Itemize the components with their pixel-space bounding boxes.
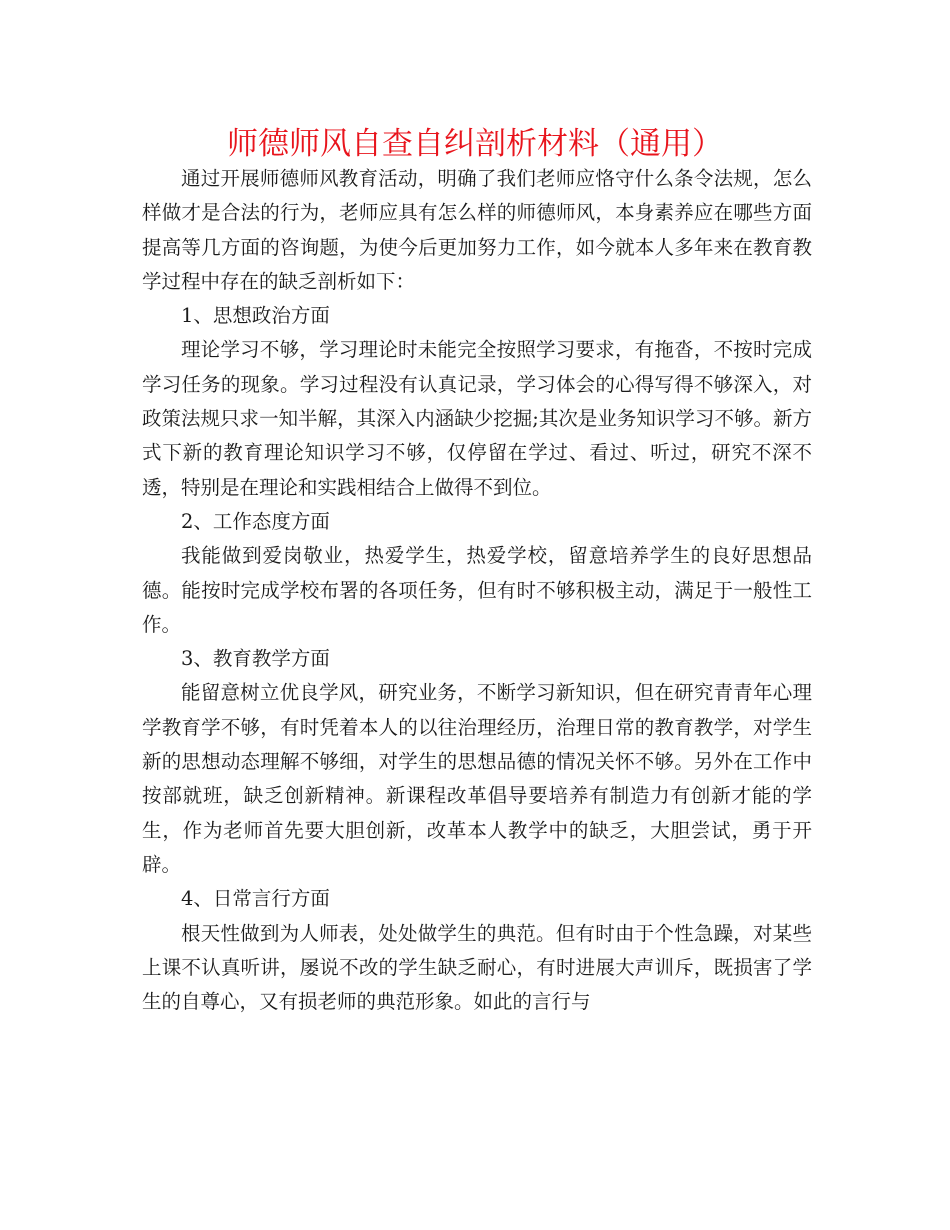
section-paragraph-conduct: 根天性做到为人师表，处处做学生的典范。但有时由于个性急躁，对某些上课不认真听讲，屡说不改的学生缺乏耐心，有时进展大声训斥，既损害了学生的自尊心，又有损老师的典范形象。如此的言行与 <box>142 921 812 1014</box>
document-body <box>142 162 812 1019</box>
document-title: 师德师风自查自纠剖析材料（通用） <box>227 126 723 162</box>
section-paragraph-political: 理论学习不够，学习理论时未能完全按照学习要求，有拖沓，不按时完成学习任务的现象。学习过程没有认真记录，学习体会的心得写得不够深入，对政策法规只求一知半解，其深入内涵缺少挖掘;其次是业务知识学习不够。新方式下新的教育理论知识学习不够，仅停留在学过、看过、听过，研究不深不透，特别是在理论和实践相结合上做得不到位。 <box>142 338 812 499</box>
section-paragraph-teaching: 能留意树立优良学风，研究业务，不断学习新知识，但在研究青青年心理学教育学不够，有时凭着本人的以往治理经历，治理日常的教育教学，对学生新的思想动态理解不够细，对学生的思想品德的情况关怀不够。另外在工作中按部就班，缺乏创新精神。新课程改革倡导要培养有制造力有创新才能的学生，作为老师首先要大胆创新，改革本人教学中的缺乏，大胆尝试，勇于开辟。 <box>142 681 812 876</box>
intro-paragraph: 通过开展师德师风教育活动，明确了我们老师应恪守什么条令法规，怎么样做才是合法的行为，老师应具有怎么样的师德师风，本身素养应在哪些方面提高等几方面的咨询题，为使今后更加努力工作，如今就本人多年来在教育教学过程中存在的缺乏剖析如下： <box>142 167 812 293</box>
section-heading-conduct: 4、日常言行方面 <box>181 887 330 911</box>
section-heading-teaching: 3、教育教学方面 <box>181 647 330 671</box>
section-paragraph-attitude: 我能做到爱岗敬业，热爱学生，热爱学校，留意培养学生的良好思想品德。能按时完成学校布署的各项任务，但有时不够积极主动，满足于一般性工作。 <box>142 544 812 636</box>
section-heading-political: 1、思想政治方面 <box>181 304 330 328</box>
section-heading-attitude: 2、工作态度方面 <box>181 509 330 533</box>
